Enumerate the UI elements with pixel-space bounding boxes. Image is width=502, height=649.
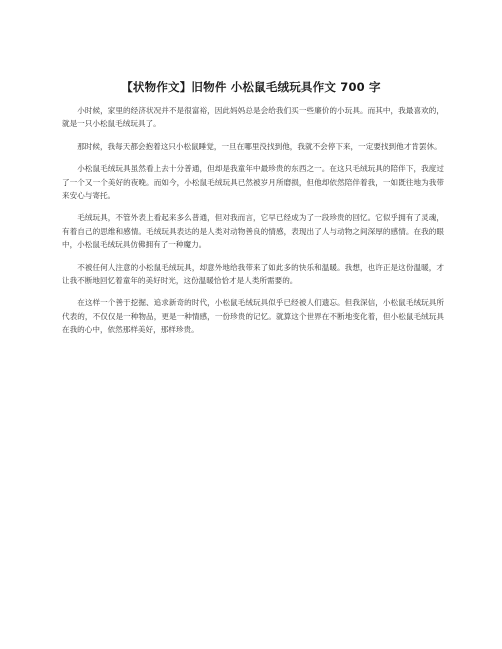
document-body <box>62 104 444 346</box>
paragraph: 不被任何人注意的小松鼠毛绒玩具，却意外地给我带来了如此多的快乐和温暖。我想，也许正是这份温暖，才让我不断地回忆着童年的美好时光，这份温暖恰恰才是人类所需要的。 <box>62 262 444 286</box>
paragraph: 小松鼠毛绒玩具虽然看上去十分普通，但却是我童年中最珍贵的东西之一。在这只毛绒玩具的陪伴下，我度过了一个又一个美好的夜晚。而如今，小松鼠毛绒玩具已然被岁月所磨损，但他却依然陪伴着我，一如既往地为我带来安心与寄托。 <box>62 164 444 201</box>
document-title: 【状物作文】旧物件 小松鼠毛绒玩具作文 700 字 <box>121 80 381 94</box>
paragraph: 毛绒玩具，不管外表上看起来多么普通，但对我而言，它早已经成为了一段珍贵的回忆。它似乎拥有了灵魂，有着自己的思维和感情。毛绒玩具表达的是人类对动物善良的情感，表现出了人与动物之间深厚的感情。在我的眼中，小松鼠毛绒玩具仿佛拥有了一种魔力。 <box>62 213 444 250</box>
paragraph: 小时候，家里的经济状况并不是很富裕，因此妈妈总是会给我们买一些廉价的小玩具。而其中，我最喜欢的，就是一只小松鼠毛绒玩具了。 <box>62 106 444 129</box>
paragraph: 那时候，我每天都会抱着这只小松鼠睡觉，一旦在哪里没找到他，我就不会停下来，一定要找到他才肯罢休。 <box>77 141 442 151</box>
paragraph: 在这样一个善于挖掘、追求新奇的时代，小松鼠毛绒玩具似乎已经被人们遗忘。但我深信，小松鼠毛绒玩具所代表的，不仅仅是一种物品，更是一种情感，一份珍贵的记忆。就算这个世界在不断地变化着，但小松鼠毛绒玩具在我的心中，依然那样美好，那样珍贵。 <box>62 298 444 335</box>
